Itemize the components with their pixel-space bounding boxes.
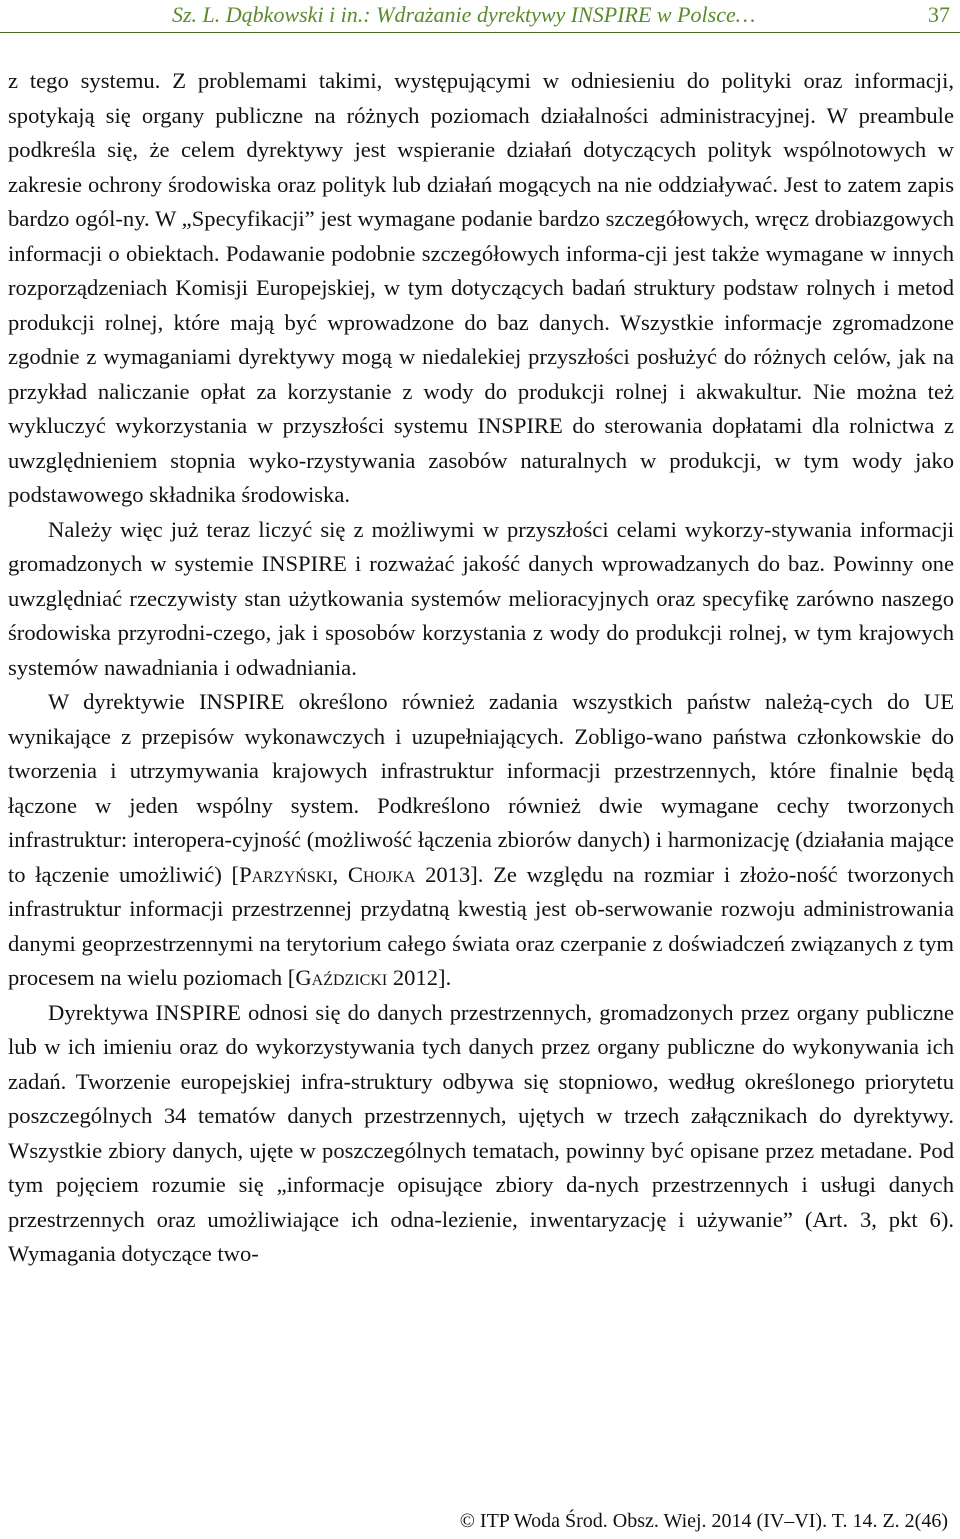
paragraph-4: Dyrektywa INSPIRE odnosi się do danych przestrzennych, gromadzonych przez organy publiczne lub w ich imieniu oraz do wykorzystywania tych danych przez organy publiczne do wykonywania ich zadań. Tworzenie europejskiej infra-struktury odbywa się stopniowo, według określonego priorytetu poszczególnych 34 tematów danych przestrzennych, ujętych w trzech załącznikach do dyrektywy. Wszystkie zbiory danych, ujęte w poszczególnych tematach, powinny być opisane przez metadane. Pod tym pojęciem rozumie się „informacje opisujące zbiory da-nych przestrzennych i usługi danych przestrzennych oraz umożliwiające ich odna-lezienie, inwentaryzację i używanie” (Art. 3, pkt 6). Wymagania dotyczące two- [8,999,954,1266]
paragraph-3-text-a: W dyrektywie INSPIRE określono również zadania wszystkich państw należą-cych do UE wynikające z przepisów wykonawczych i uzupełniających. Zobligo-wano państwa członkowskie do tworzenia i utrzymywania krajowych infrastruktur informacji przestrzennych, które finalnie będą łączone w jeden wspólny system. Podkreślono również dwie wymagane cechy tworzonych infrastruktur: interopera-cyjność (możliwość łączenia zbiorów danych) i harmonizację (działania mające to łączenie umożliwić) [ [8,689,954,887]
citation-author: Gaździcki [295,965,388,990]
page-number: 37 [928,2,950,27]
article-body [8,64,954,1272]
citation-author: Parzyński [239,861,333,887]
running-title: Sz. L. Dąbkowski i in.: Wdrażanie dyrektywy INSPIRE w Polsce… [172,2,756,27]
paragraph-2: Należy więc już teraz liczyć się z możliwymi w przyszłości celami wykorzy-stywania informacji gromadzonych w systemie INSPIRE i rozważać jakość danych wprowadzanych do baz. Powinny one uwzględniać rzeczywisty stan użytkowania systemów melioracyjnych oraz specyfikę zarówno naszego środowiska przyrodni-czego, jak i sposobów korzystania z wody do produkcji rolnej, w tym krajowych systemów nawadniania i odwadniania. [8,516,954,680]
paragraph-3-text-c: ]. [438,965,452,990]
citation-separator: , [332,861,348,887]
citation-author: Chojka [347,861,416,887]
running-header [0,2,960,33]
citation-year: 2013 [415,861,471,887]
paragraph-3-text-b: ]. Ze względu na rozmiar i złożo-ność tworzonych infrastruktur informacji przestrzennej przydatną kwestią jest ob-serwowanie rozwoju administrowania danymi geoprzestrzennymi na terytorium całego świata oraz czerpanie z doświadczeń związanych z tym procesem na wielu poziomach [ [8,861,954,990]
page-footer: © ITP Woda Środ. Obsz. Wiej. 2014 (IV–VI). T. 14. Z. 2(46) [459,1510,948,1532]
citation-year: 2012 [387,965,439,990]
paragraph-3 [8,685,954,996]
paragraph-1: z tego systemu. Z problemami takimi, występującymi w odniesieniu do polityki oraz informacji, spotykają się organy publiczne na różnych poziomach działalności administracyjnej. W preambule podkreśla się, że celem dyrektywy jest wspieranie działań dotyczących polityk wspólnotowych w zakresie ochrony środowiska oraz polityk lub działań mogących na nie oddziaływać. Jest to zatem zapis bardzo ogól-ny. W „Specyfikacji” jest wymagane podanie bardzo szczegółowych, wręcz drobiazgowych informacji o obiektach. Podawanie podobnie szczegółowych informa-cji jest także wymagane w innych rozporządzeniach Komisji Europejskiej, w tym dotyczących badań struktury podstaw rolnych i metod produkcji rolnej, które mają być wprowadzone do baz danych. Wszystkie informacje zgromadzone zgodnie z wymaganiami dyrektywy mogą w niedalekiej przyszłości posłużyć do różnych celów, jak na przykład naliczanie opłat za korzystanie z wody do produkcji rolnej i akwakultur. Nie można też wykluczyć wykorzystania w przyszłości systemu INSPIRE do sterowania dopłatami dla rolnictwa z uwzględnieniem stopnia wyko-rzystywania zasobów naturalnych w produkcji, w tym wody jako podstawowego składnika środowiska. [8,68,954,507]
